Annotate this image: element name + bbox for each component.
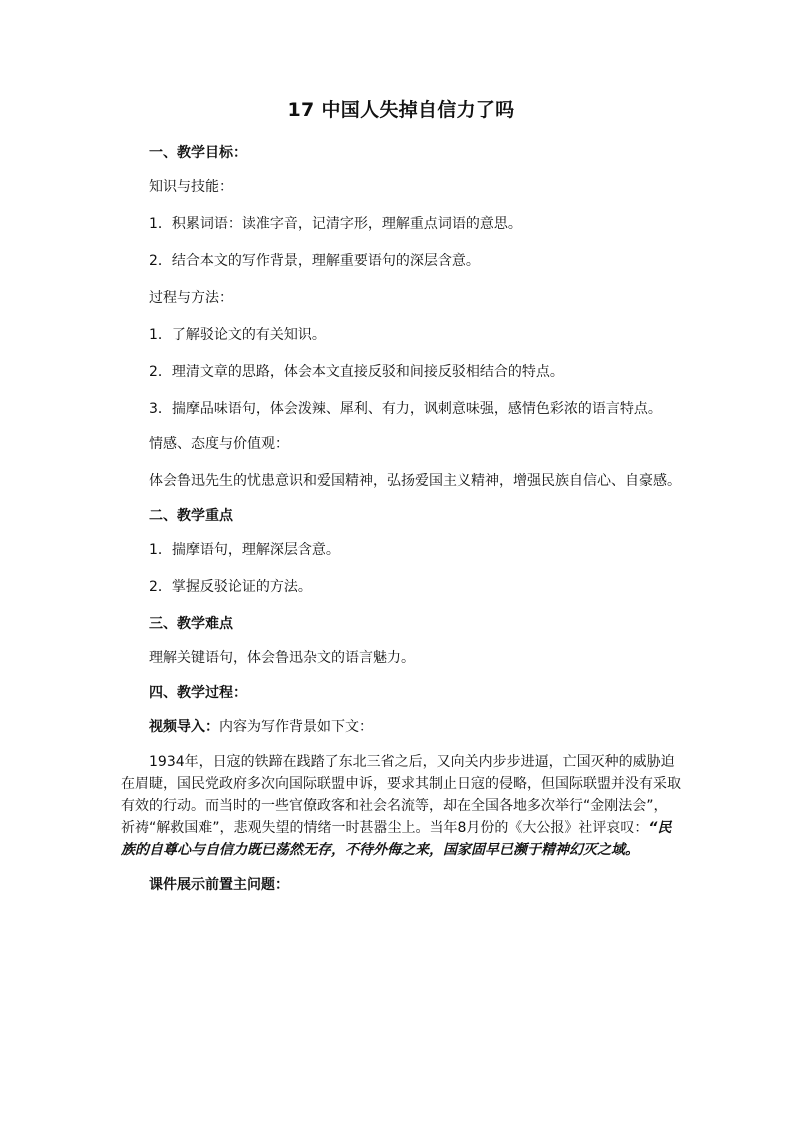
document-content [121,96,681,908]
video-intro-text: 内容为写作背景如下文： [219,719,373,735]
emotion-values-label: 情感、态度与价值观： [149,436,289,452]
knowledge-skills-label: 知识与技能： [149,179,233,195]
difficulties-text: 理解关键语句，体会鲁迅杂文的语言魅力。 [149,650,415,666]
section-heading-objectives: 一、教学目标： [149,145,247,161]
video-intro-paragraph [121,716,681,738]
section-heading-key-points: 二、教学重点 [149,508,233,524]
knowledge-item-2: 2．结合本文的写作背景，理解重要语句的深层含意。 [149,253,480,269]
newspaper-quote: “民族的自尊心与自信力既已荡然无存，不待外侮之来，国家固早已濒于精神幻灭之域。 [121,820,672,858]
key-point-item-1: 1．揣摩语句，理解深层含意。 [149,542,340,558]
page-title: 17 中国人失掉自信力了吗 [287,99,515,121]
process-item-2: 2．理清文章的思路，体会本文直接反驳和间接反驳相结合的特点。 [149,364,564,380]
video-intro-label: 视频导入： [149,719,219,735]
process-method-label: 过程与方法： [149,290,233,306]
courseware-question-label: 课件展示前置主问题： [149,877,289,893]
process-item-1: 1．了解驳论文的有关知识。 [149,327,326,343]
knowledge-item-1: 1．积累词语：读准字音，记清字形，理解重点词语的意思。 [149,216,522,232]
section-heading-difficulties: 三、教学难点 [149,616,233,632]
writing-background-text: 1934年，日寇的铁蹄在践踏了东北三省之后，又向关内步步进逼，亡国灭种的威胁迫在眉睫，国民党政府多次向国际联盟申诉，要求其制止日寇的侵略，但国际联盟并没有采取有效的行动。而当时的一些官僚政客和社会名流等，却在全国各地多次举行“金刚法会”，祈祷“解救国难”，悲观失望的情绪一时甚嚣尘上。当年8月份的《大公报》社评哀叹： [121,754,681,836]
process-item-3: 3．揣摩品味语句，体会泼辣、犀利、有力，讽刺意味强，感情色彩浓的语言特点。 [149,401,662,417]
key-point-item-2: 2．掌握反驳论证的方法。 [149,579,312,595]
section-heading-process: 四、教学过程： [149,685,247,701]
writing-background-paragraph [121,751,681,861]
emotion-values-text: 体会鲁迅先生的忧患意识和爱国精神，弘扬爱国主义精神，增强民族自信心、自豪感。 [149,473,681,489]
